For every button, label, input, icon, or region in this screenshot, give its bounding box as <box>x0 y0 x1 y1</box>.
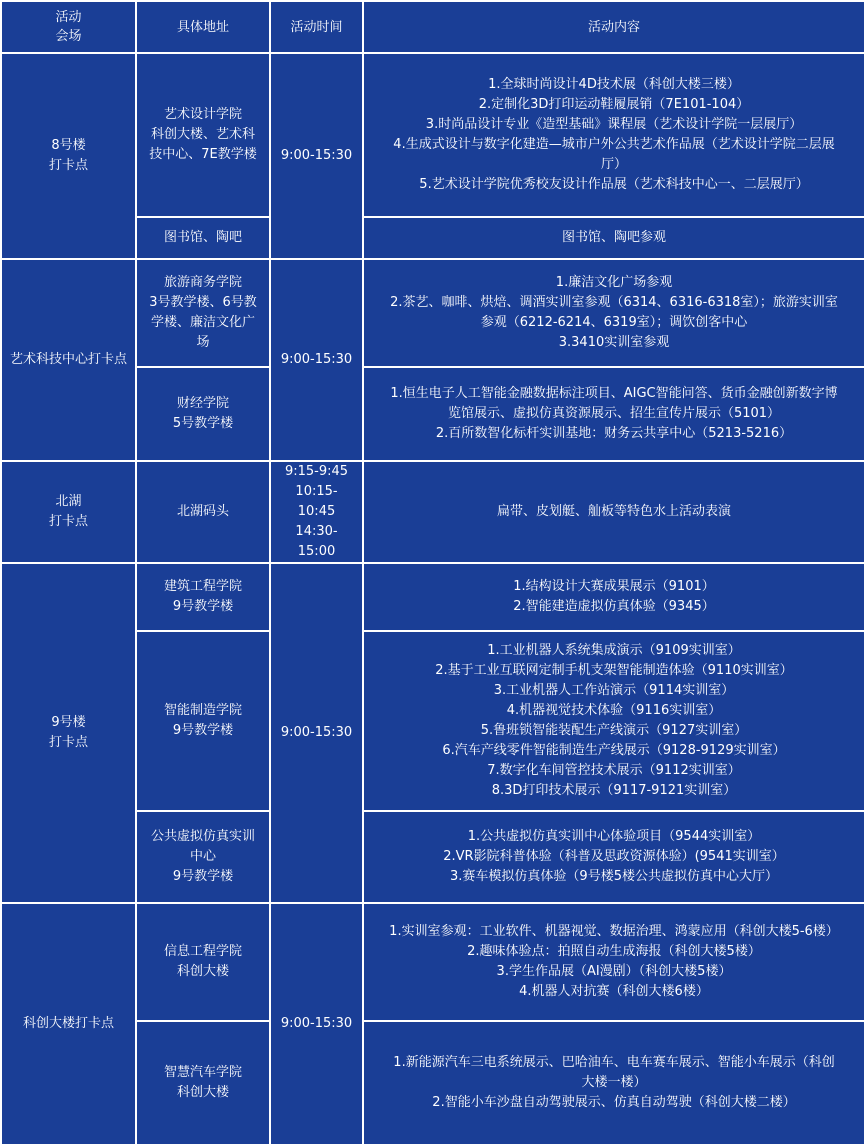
time-cell: 9:00-15:30 <box>270 259 363 461</box>
table-row <box>1 461 864 563</box>
content-cell: 1.实训室参观：工业软件、机器视觉、数据治理、鸿蒙应用（科创大楼5-6楼） 2.趣味体验点：拍照自动生成海报（科创大楼5楼） 3.学生作品展（AI漫剧）（科创大楼5楼） 4.机器人对抗赛（科创大楼6楼） <box>363 903 864 1021</box>
content-cell: 1.新能源汽车三电系统展示、巴哈油车、电车赛车展示、智能小车展示（科创 大楼一楼） 2.智能小车沙盘自动驾驶展示、仿真自动驾驶（科创大楼二楼） <box>363 1021 864 1145</box>
address-cell: 公共虚拟仿真实训 中心 9号教学楼 <box>136 811 270 903</box>
time-cell: 9:15-9:45 10:15-10:45 14:30-15:00 <box>270 461 363 563</box>
header-content: 活动内容 <box>363 1 864 53</box>
address-cell: 财经学院 5号教学楼 <box>136 367 270 461</box>
table-row <box>1 259 864 367</box>
header-row <box>1 1 864 53</box>
time-cell: 9:00-15:30 <box>270 903 363 1145</box>
content-cell: 1.工业机器人系统集成演示（9109实训室） 2.基于工业互联网定制手机支架智能制造体验（9110实训室） 3.工业机器人工作站演示（9114实训室） 4.机器视觉技术体验（9116实训室） 5.鲁班锁智能装配生产线演示（9127实训室） 6.汽车产线零件智能制造生产线展示（9128-9129实训室） 7.数字化车间管控技术展示（9112实训室） 8.3D打印技术展示（9117-9121实训室） <box>363 631 864 811</box>
address-cell: 智能制造学院 9号教学楼 <box>136 631 270 811</box>
table-row <box>1 563 864 631</box>
venue-cell: 北湖 打卡点 <box>1 461 136 563</box>
header-time: 活动时间 <box>270 1 363 53</box>
venue-cell: 艺术科技中心打卡点 <box>1 259 136 461</box>
time-cell: 9:00-15:30 <box>270 563 363 903</box>
table-row <box>1 903 864 1021</box>
content-cell: 1.结构设计大赛成果展示（9101） 2.智能建造虚拟仿真体验（9345） <box>363 563 864 631</box>
venue-cell: 9号楼 打卡点 <box>1 563 136 903</box>
venue-cell: 科创大楼打卡点 <box>1 903 136 1145</box>
address-cell: 智慧汽车学院 科创大楼 <box>136 1021 270 1145</box>
address-cell: 北湖码头 <box>136 461 270 563</box>
address-cell: 建筑工程学院 9号教学楼 <box>136 563 270 631</box>
content-cell: 1.全球时尚设计4D技术展（科创大楼三楼） 2.定制化3D打印运动鞋履展销（7E101-104） 3.时尚品设计专业《造型基础》课程展（艺术设计学院一层展厅） 4.生成式设计与数字化建造—城市户外公共艺术作品展（艺术设计学院二层展 厅） 5.艺术设计学院优秀校友设计作品展（艺术科技中心一、二层展厅） <box>363 53 864 217</box>
content-cell: 1.公共虚拟仿真实训中心体验项目（9544实训室） 2.VR影院科普体验（科普及思政资源体验）(9541实训室） 3.赛车模拟仿真体验（9号楼5楼公共虚拟仿真中心大厅） <box>363 811 864 903</box>
address-cell: 艺术设计学院 科创大楼、艺术科 技中心、7E教学楼 <box>136 53 270 217</box>
venue-cell: 8号楼 打卡点 <box>1 53 136 259</box>
content-cell: 图书馆、陶吧参观 <box>363 217 864 259</box>
table-row <box>1 53 864 217</box>
header-address: 具体地址 <box>136 1 270 53</box>
time-cell: 9:00-15:30 <box>270 53 363 259</box>
header-venue: 活动 会场 <box>1 1 136 53</box>
content-cell: 扁带、皮划艇、舢板等特色水上活动表演 <box>363 461 864 563</box>
content-cell: 1.廉洁文化广场参观 2.茶艺、咖啡、烘焙、调酒实训室参观（6314、6316-6318室）；旅游实训室 参观（6212-6214、6319室）；调饮创客中心 3.3410实训室参观 <box>363 259 864 367</box>
address-cell: 图书馆、陶吧 <box>136 217 270 259</box>
content-cell: 1.恒生电子人工智能金融数据标注项目、AIGC智能问答、货币金融创新数字博 览馆展示、虚拟仿真资源展示、招生宣传片展示（5101） 2.百所数智化标杆实训基地：财务云共享中心（5213-5216） <box>363 367 864 461</box>
address-cell: 旅游商务学院 3号教学楼、6号教 学楼、廉洁文化广 场 <box>136 259 270 367</box>
address-cell: 信息工程学院 科创大楼 <box>136 903 270 1021</box>
